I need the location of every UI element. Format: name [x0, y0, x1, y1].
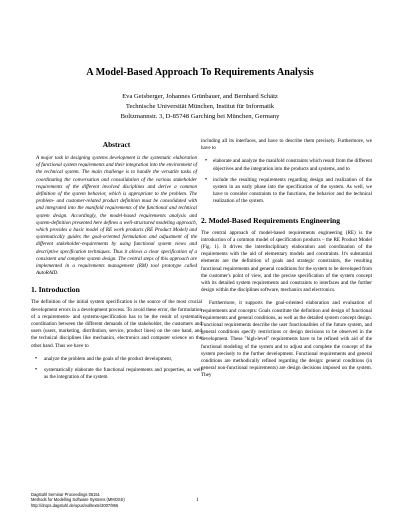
abstract-text: A major task in designing systems development is the systematic elaboration of functional system requirements and their integration into the environment of the technical system. The main challenge is to handle the versatile tasks of coordinating the conversation and consolidation of the various stakeholder requirements of the different involved disciplines and derive a common definition of the system behavior, which is appropriate to the problem. The problem- and customer-related product definition must be consolidated with and integrated into the manifold requirements of the functional and technical system design. Accordingly, the model-based requirements analysis and system-definition presented here defines a well-structured modeling approach, which provides a basic model of RE work products (RE Product Model) and systematically guides the goal-oriented formulation and adjustment of the different stakeholder-requirements by using functional system views and descriptive specification techniques. Thus it allows a clear specification of a consistent and complete system design. The central steps of this approach are implemented in a requirements management (RM) tool prototype called AutoRAID.: [36, 155, 197, 277]
introduction-heading: 1. Introduction: [31, 285, 80, 295]
paper-title: A Model-Based Approach To Requirements Analysis: [86, 67, 314, 78]
section-2-heading: 2. Model-Based Requirements Engineering: [201, 215, 341, 225]
introduction-bullet-list: [31, 356, 202, 382]
abstract-heading: Abstract: [102, 140, 131, 149]
footnote-line: Dagstuhl Seminar Proceedings 06151: [31, 492, 100, 497]
list-item: • elaborate and analyze the manifold constraints which result from the different objectives and the integration into the products and systems, and to: [205, 158, 372, 172]
list-item: • analyze the problem and the goals of the product development,: [35, 355, 173, 362]
introduction-paragraph: The definition of the initial system specification is the source of the most crucial development errors in a development process. To avoid these error, the formulation of a requirements- and systems-specification has to be the result of systematic coordination between the different demands of the stakeholder, the customers and users (users, marketing, distribution, service, product lines) on the one hand, and the technical disciplines like mechanics, electronics and computer science on the other hand. Thus we have to: [31, 299, 202, 349]
introduction-continuation: including all its interfaces, and have to describe them precisely. Furthermore, we have to: [201, 138, 372, 152]
authors: Eva Geisberger, Johannes Grünbauer, and Bernhard Schätz: [122, 93, 278, 100]
list-item: • include the resulting requirements regarding design and realization of the system in an early phase into the specification of the system. As well, we have to consider constraints to the functions, the behavior and the technical realization of the system.: [205, 176, 372, 205]
footnote-url: http://drops.dagstuhl.de/opus/volltexte/2007/866: [31, 502, 119, 508]
section-2-paragraph-2: Furthermore, it supports the goal-oriented elaboration and evaluation of requirements and concepts: Goals constitute the definition and design of functional requirements and general conditions, as well as the detailed system concept design. Functional requirements describe the user functionalities of the future system, and general conditions specify restrictions or design decisions to be observed in the development. These "high-level" requirements have to be refined with aid of the functional modeling of the system and to adjust and complete the concept of the system precisely to the further development. Functional requirements and general conditions are methodically refined regarding the design: general conditions (in general non-functional requirements) are design decisions imposed on the system. They: [201, 300, 372, 379]
bullet-icon: •: [35, 367, 38, 374]
list-item: • systematically elaborate the functional requirements and properties, as well as the integration of the system: [35, 367, 202, 381]
affiliation: Technische Universität München, Institut für Informatik: [125, 103, 275, 110]
footnote-line: Methods for Modelling Software Systems (MMOSS): [31, 497, 125, 503]
bullet-icon: •: [205, 158, 208, 165]
right-column: [201, 138, 372, 386]
author-block: [20, 92, 380, 122]
requirements-bullet-list: [201, 158, 372, 205]
bullet-icon: •: [205, 176, 208, 183]
bullet-icon: •: [35, 355, 38, 362]
left-column: [31, 140, 202, 387]
footnote: [31, 492, 202, 508]
address: Boltzmannstr. 3, D-85748 Garching bei München, Germany: [120, 113, 280, 120]
page-number: 1: [196, 497, 199, 503]
section-2-paragraph-1: The central approach of model-based requirements engineering (RE) is the introduction of a common model of specification products – the RE Product Model (Fig. 1). It drives the interdisciplinary elaboration and coordination of the requirements with the aid of elementary models and constraints. It's substantial elements are the definition of goals and strategic constraints, the resulting functional requirements and general conditions for the system to be developed from the customer's point of view, and the precise specification of the system concept with its detailed system requirements and constraints to interfaces and the further design within the disciplines software, mechanics and electronics.: [201, 229, 372, 294]
